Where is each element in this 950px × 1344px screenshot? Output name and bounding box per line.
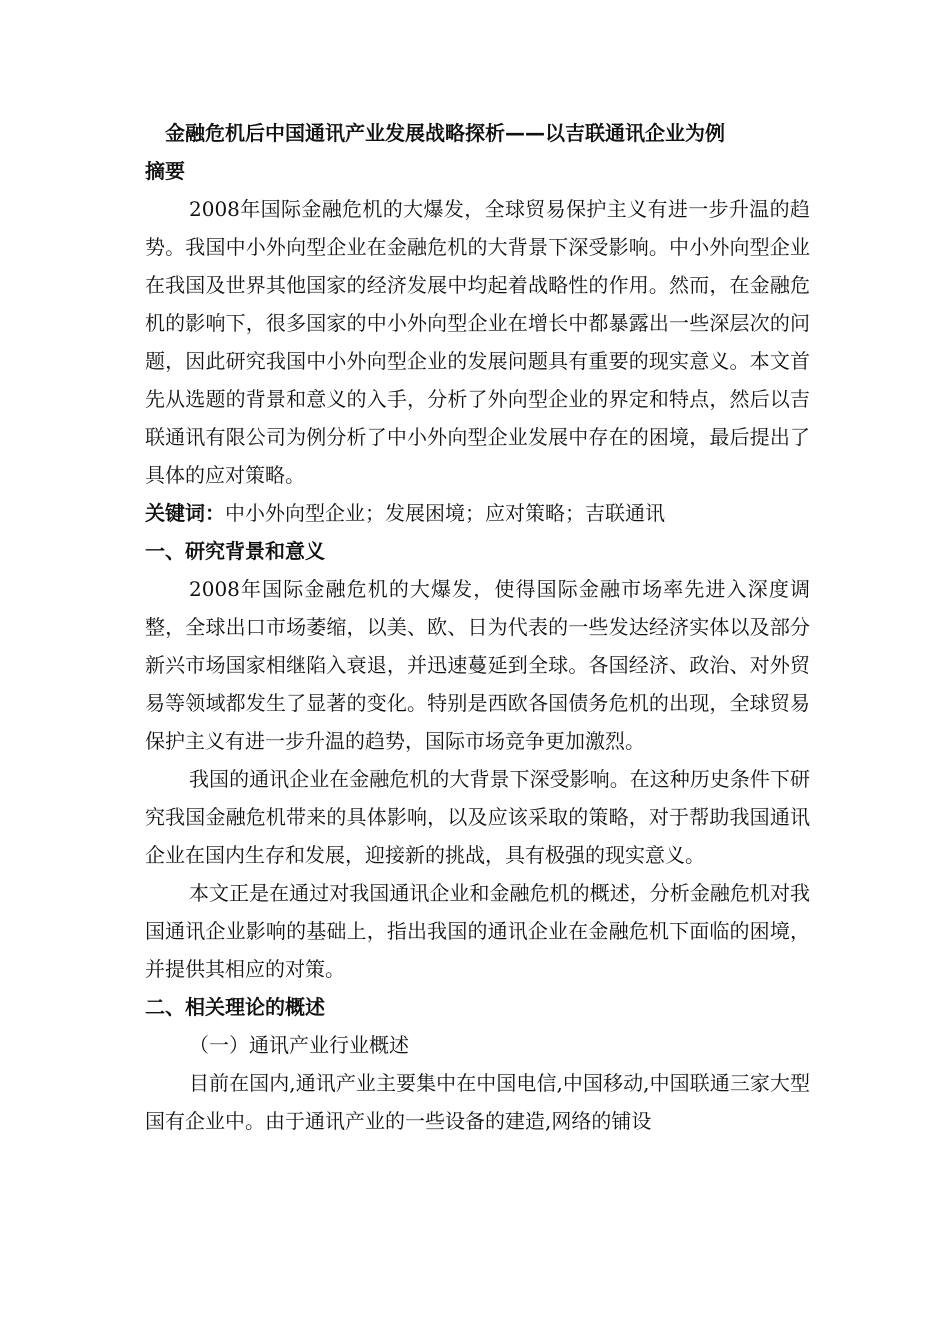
- keywords-label: 关键词：: [145, 501, 225, 525]
- document-title: 金融危机后中国通讯产业发展战略探析——以吉联通讯企业为例: [165, 121, 725, 145]
- keywords-text: 中小外向型企业；发展困境；应对策略；吉联通讯: [225, 501, 665, 525]
- section1-paragraph: 本文正是在通过对我国通讯企业和金融危机的概述，分析金融危机对我国通讯企业影响的基础上，指出我国的通讯企业在金融危机下面临的困境，并提供其相应的对策。: [145, 881, 810, 981]
- abstract-heading: 摘要: [145, 159, 185, 183]
- section-heading-theory: 二、相关理论的概述: [145, 995, 325, 1019]
- subsection-heading-industry: （一）通讯产业行业概述: [189, 1033, 409, 1057]
- section1-paragraph: 2008年国际金融危机的大爆发，使得国际金融市场率先进入深度调整，全球出口市场萎缩，以美、欧、日为代表的一些发达经济实体以及部分新兴市场国家相继陷入衰退，并迅速蔓延到全球。各国经济、政治、对外贸易等领域都发生了显著的变化。特别是西欧各国债务危机的出现，全球贸易保护主义有进一步升温的趋势，国际市场竞争更加激烈。: [145, 577, 810, 753]
- abstract-paragraph: 2008年国际金融危机的大爆发，全球贸易保护主义有进一步升温的趋势。我国中小外向型企业在金融危机的大背景下深受影响。中小外向型企业在我国及世界其他国家的经济发展中均起着战略性的作用。然而，在金融危机的影响下，很多国家的中小外向型企业在增长中都暴露出一些深层次的问题，因此研究我国中小外向型企业的发展问题具有重要的现实意义。本文首先从选题的背景和意义的入手，分析了外向型企业的界定和特点，然后以吉联通讯有限公司为例分析了中小外向型企业发展中存在的困境，最后提出了具体的应对策略。: [145, 197, 810, 487]
- keywords-line: [145, 494, 810, 532]
- section-heading-background: 一、研究背景和意义: [145, 539, 325, 563]
- subsection1-paragraph: 目前在国内,通讯产业主要集中在中国电信,中国移动,中国联通三家大型国有企业中。由于通讯产业的一些设备的建造,网络的铺设: [145, 1071, 810, 1133]
- section1-paragraph: 我国的通讯企业在金融危机的大背景下深受影响。在这种历史条件下研究我国金融危机带来的具体影响，以及应该采取的策略，对于帮助我国通讯企业在国内生存和发展，迎接新的挑战，具有极强的现实意义。: [145, 767, 810, 867]
- document-page: [145, 114, 810, 1140]
